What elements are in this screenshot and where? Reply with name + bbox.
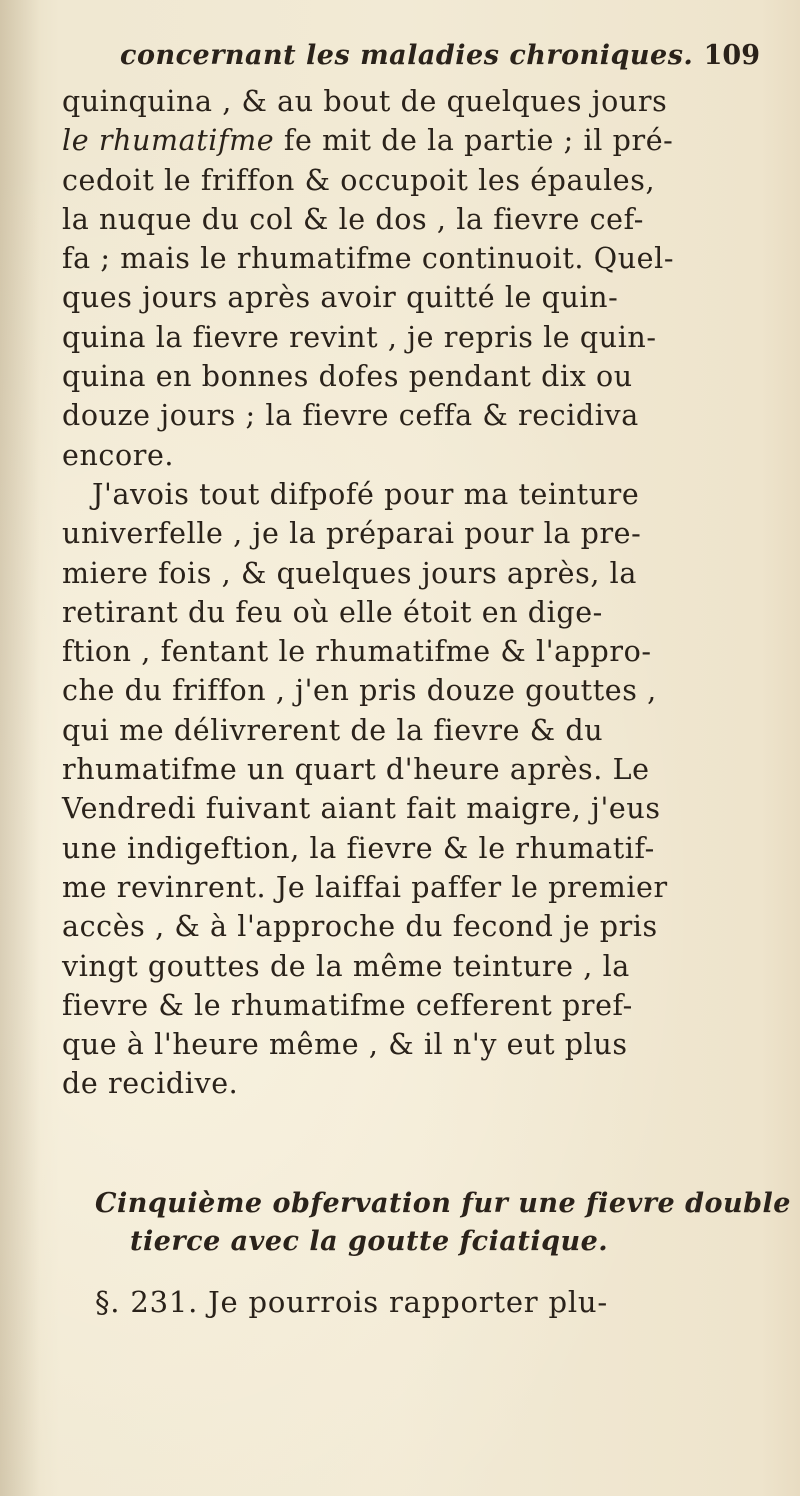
text-line: me revinrent. Je laiffai paffer le premier: [62, 870, 668, 904]
text-line: quina en bonnes dofes pendant dix ou: [62, 360, 633, 394]
text-line: douze jours ; la fievre ceffa & recidiva: [62, 399, 639, 433]
text-line: [62, 121, 782, 160]
text-line: ftion , fentant le rhumatifme & l'appro-: [62, 635, 652, 669]
text-line: une indigeftion, la fievre & le rhumatif-: [62, 831, 655, 865]
text-line: ques jours après avoir quitté le quin-: [62, 281, 619, 315]
body-text: [62, 82, 782, 1104]
text-line: che du friffon , j'en pris douze gouttes ,: [62, 674, 657, 708]
text-line: univerfelle , je la préparai pour la pre-: [62, 517, 642, 551]
paragraph-start: §. 231. Je pourrois rapporter plu-: [95, 1285, 609, 1319]
section-heading-line-1: Cinquième obfervation fur une fievre double: [95, 1188, 791, 1219]
running-title: concernant les maladies chroniques.: [120, 40, 694, 71]
text-line: fievre & le rhumatifme cefferent pref-: [62, 988, 633, 1022]
paragraph-first-line: J'avois tout difpofé pour ma teinture: [92, 477, 640, 511]
text-line: que à l'heure même , & il n'y eut plus: [62, 1028, 628, 1062]
text-line: retirant du feu où elle étoit en dige-: [62, 595, 603, 629]
text-line: la nuque du col & le dos , la fievre cef-: [62, 202, 644, 236]
text-line-rest: fe mit de la partie ; il pré-: [274, 124, 674, 158]
section-heading-line-2: tierce avec la goutte fciatique.: [130, 1226, 609, 1257]
text-line: vingt gouttes de la même teinture , la: [62, 949, 630, 983]
page-gutter-shadow: [0, 0, 40, 1496]
page-number: 109: [703, 40, 760, 71]
italic-term: le rhumatifme: [62, 124, 275, 158]
text-line: encore.: [62, 438, 175, 472]
text-line: Vendredi fuivant aiant fait maigre, j'eus: [62, 792, 661, 826]
text-line: accès , & à l'approche du fecond je pris: [62, 910, 658, 944]
text-line: qui me délivrerent de la fievre & du: [62, 713, 604, 747]
text-line: rhumatifme un quart d'heure après. Le: [62, 753, 650, 787]
text-line: de recidive.: [62, 1067, 239, 1101]
text-line: quinquina , & au bout de quelques jours: [62, 85, 668, 118]
section-heading: [95, 1185, 791, 1261]
text-line: miere fois , & quelques jours après, la: [62, 556, 637, 590]
text-line: cedoit le friffon & occupoit les épaules,: [62, 163, 656, 197]
text-line: fa ; mais le rhumatifme continuoit. Quel-: [62, 242, 675, 276]
text-line: quina la fievre revint , je repris le quin-: [62, 320, 657, 354]
